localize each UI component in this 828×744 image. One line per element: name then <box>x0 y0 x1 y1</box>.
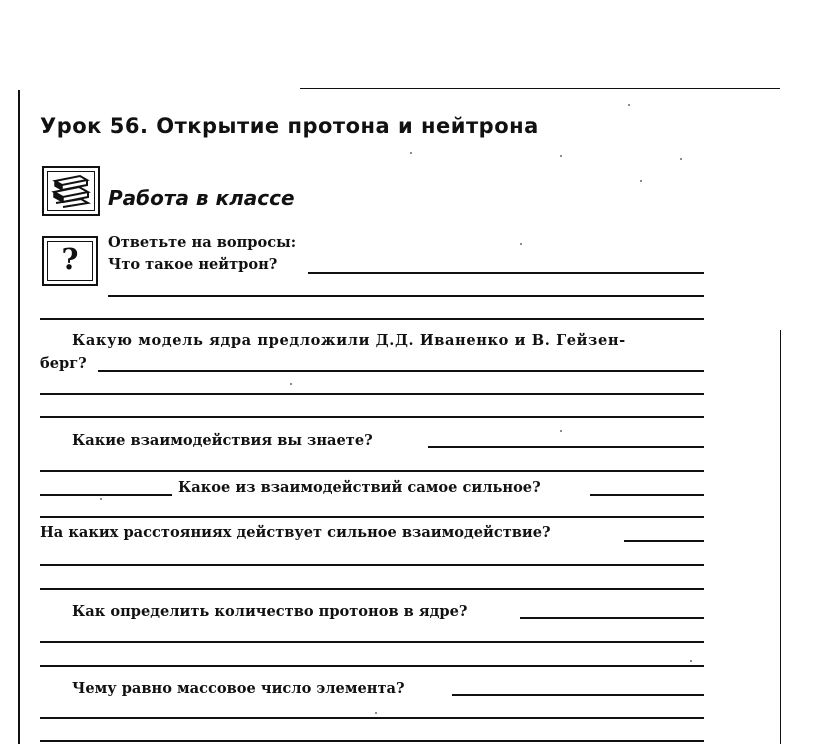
answer-line <box>520 617 704 619</box>
question-1: Что такое нейтрон? <box>108 256 278 273</box>
lesson-title: Урок 56. Открытие протона и нейтрона <box>40 114 539 138</box>
question-icon <box>42 236 98 286</box>
question-2: Какую модель ядра предложили Д.Д. Иваненко и В. Гейзен- <box>72 332 626 349</box>
scan-speck <box>100 498 102 500</box>
scan-speck <box>520 243 522 245</box>
answer-line <box>40 717 704 719</box>
intro-text: Ответьте на вопросы: <box>108 234 297 251</box>
answer-line <box>590 494 704 496</box>
scan-speck <box>640 180 642 182</box>
scan-speck <box>560 430 562 432</box>
answer-line <box>40 665 704 667</box>
scan-speck <box>290 383 292 385</box>
scan-speck <box>410 152 412 154</box>
answer-line <box>40 416 704 418</box>
scan-speck <box>690 660 692 662</box>
answer-line <box>452 694 704 696</box>
question-3: Какие взаимодействия вы знаете? <box>72 432 373 449</box>
answer-line <box>40 740 704 742</box>
question-2-continued: берг? <box>40 355 87 372</box>
question-mark: ? <box>61 242 79 276</box>
scan-speck <box>560 155 562 157</box>
question-4: Какое из взаимодействий самое сильное? <box>178 479 541 496</box>
answer-line <box>624 540 704 542</box>
book-stack-icon <box>42 166 100 216</box>
question-7: Чему равно массовое число элемента? <box>72 680 405 697</box>
answer-line <box>108 295 704 297</box>
answer-line <box>40 641 704 643</box>
answer-line <box>40 318 704 320</box>
answer-line <box>40 516 704 518</box>
question-5: На каких расстояниях действует сильное взаимодействие? <box>40 524 551 541</box>
answer-line <box>308 272 704 274</box>
answer-line <box>40 393 704 395</box>
answer-line <box>428 446 704 448</box>
answer-line <box>40 470 704 472</box>
answer-line <box>40 588 704 590</box>
section-title: Работа в классе <box>108 186 295 210</box>
right-margin-rule <box>780 330 781 744</box>
question-6: Как определить количество протонов в ядре? <box>72 603 468 620</box>
answer-line <box>98 370 704 372</box>
scan-speck <box>680 158 682 160</box>
answer-line <box>40 494 172 496</box>
left-margin-rule <box>18 90 20 744</box>
scan-speck <box>375 712 377 714</box>
scan-speck <box>628 104 630 106</box>
answer-line <box>40 564 704 566</box>
top-rule <box>300 88 780 89</box>
